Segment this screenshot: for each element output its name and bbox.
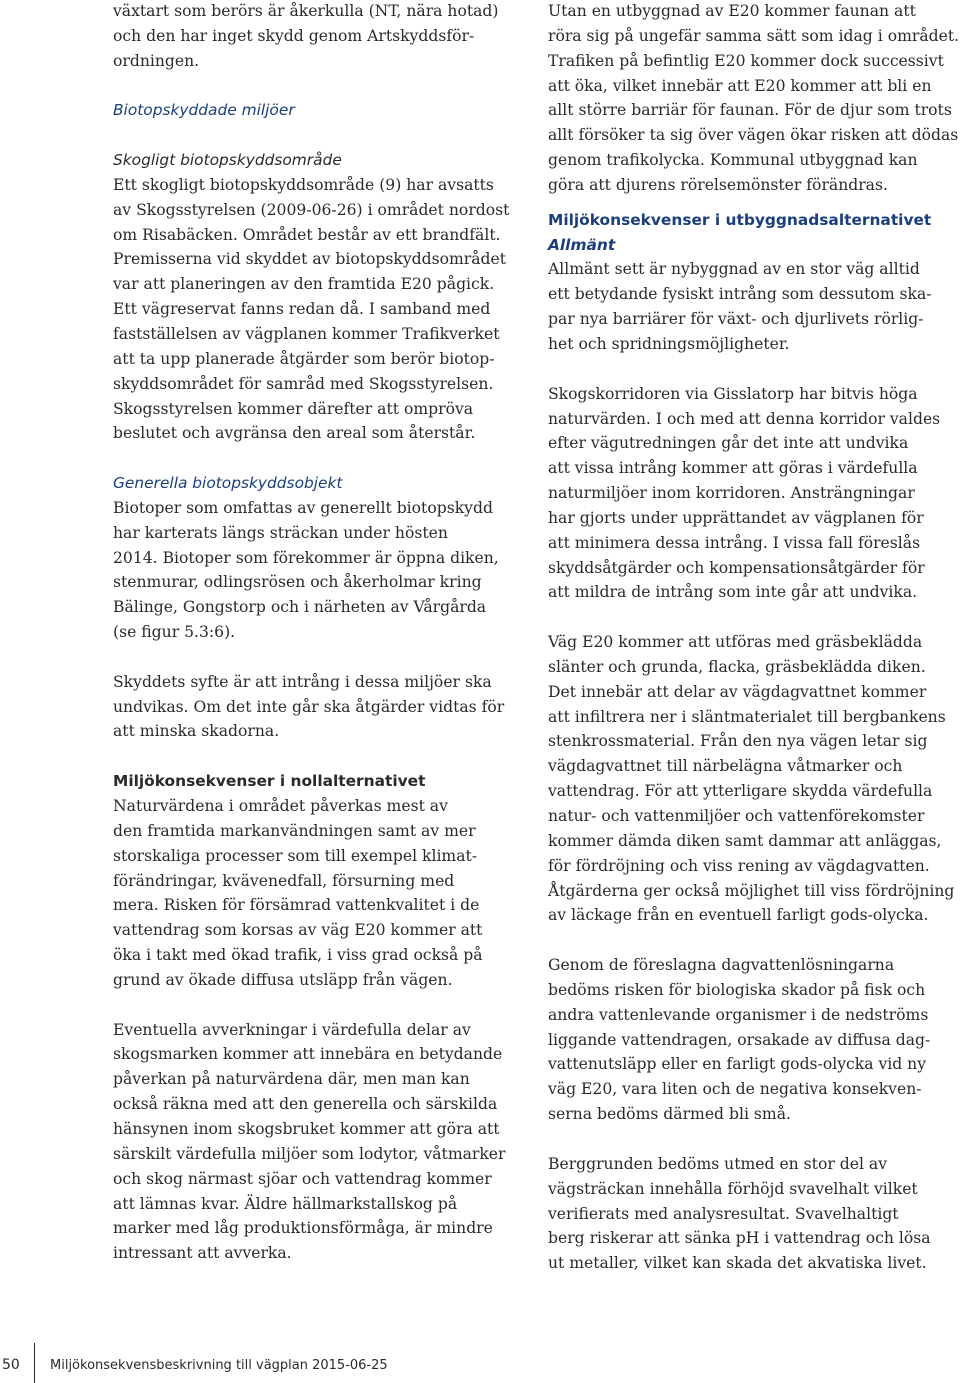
text-line: ut metaller, vilket kan skada det akvatiska livet. xyxy=(548,1254,927,1273)
text-line: och skog närmast sjöar och vattendrag kommer xyxy=(113,1169,492,1188)
text-line: intressant att avverka. xyxy=(113,1244,292,1263)
subheading-generella: Generella biotopskyddsobjekt xyxy=(113,474,343,493)
text-line: Naturvärdena i området påverkas mest av xyxy=(113,797,448,815)
generella-paragraph xyxy=(113,496,523,645)
text-line: att ta upp planerade åtgärder som berör biotop- xyxy=(113,349,495,368)
text-line: par nya barriärer för växt- och djurlivets rörlig- xyxy=(548,310,924,329)
text-line: växtart som berörs är åkerkulla (NT, nära hotad) xyxy=(113,2,499,20)
berggrund-paragraph xyxy=(548,1152,958,1276)
text-line: ett betydande fysiskt intrång som dessutom ska- xyxy=(548,285,932,304)
syfte-paragraph xyxy=(113,670,523,745)
text-line: verifierats med analysresultat. Svavelhaltigt xyxy=(548,1204,899,1223)
text-line: liggande vattendragen, orsakade av diffusa dag- xyxy=(548,1030,931,1049)
korridor-paragraph xyxy=(548,382,958,606)
text-line: öka i takt med ökad trafik, i viss grad också på xyxy=(113,946,483,965)
text-line: vattendrag som korsas av väg E20 kommer att xyxy=(113,921,483,940)
text-line: Åtgärderna ger också möjlighet till viss fördröjning xyxy=(548,881,955,900)
text-line: naturvärden. I och med att denna korridor valdes xyxy=(548,409,941,428)
heading-nollalternativet: Miljökonsekvenser i nollalternativet xyxy=(113,772,426,791)
text-line: kommer dämda diken samt dammar att anläggas, xyxy=(548,831,942,850)
text-line: skogsmarken kommer att innebära en betydande xyxy=(113,1045,503,1064)
text-line: att öka, vilket innebär att E20 kommer att bli en xyxy=(548,76,932,95)
avverkning-paragraph xyxy=(113,1018,523,1266)
text-line: stenmurar, odlingsrösen och åkerholmar kring xyxy=(113,573,482,592)
text-line: 2014. Biotoper som förekommer är öppna diken, xyxy=(113,548,499,567)
text-line: göra att djurens rörelsemönster förändras. xyxy=(548,175,888,194)
page-number: 50 xyxy=(2,1357,20,1373)
text-line: Väg E20 kommer att utföras med gräsbeklädda xyxy=(548,633,923,652)
text-line: att infiltrera ner i släntmaterialet till bergbankens xyxy=(548,707,946,726)
text-line: andra vattenlevande organismer i de nedströms xyxy=(548,1005,929,1024)
text-line: att minimera dessa intrång. I vissa fall föreslås xyxy=(548,533,921,552)
text-line: röra sig på ungefär samma sätt som idag i området. xyxy=(548,26,960,45)
text-line: att mildra de intrång som inte går att undvika. xyxy=(548,583,918,602)
text-line: (se figur 5.3:6). xyxy=(113,623,236,642)
text-line: naturmiljöer inom korridoren. Ansträngningar xyxy=(548,484,915,503)
text-line: Skogskorridoren via Gisslatorp har bitvis höga xyxy=(548,384,918,403)
text-line: väg E20, vara liten och de negativa konsekven- xyxy=(548,1080,922,1099)
text-line: Premisserna vid skyddet av biotopskyddsområdet xyxy=(113,250,507,269)
text-line: allt större barriär för faunan. För de djur som trots xyxy=(548,101,952,120)
text-line: om Risabäcken. Området består av ett brandfält. xyxy=(113,225,501,244)
text-line: Eventuella avverkningar i värdefulla delar av xyxy=(113,1020,471,1039)
page-footer xyxy=(0,1343,960,1383)
text-line: att vissa intrång kommer att göras i värdefulla xyxy=(548,459,918,478)
dagvatten-paragraph xyxy=(548,953,958,1127)
text-line: skyddsområdet för samråd med Skogsstyrelsen. xyxy=(113,374,494,393)
text-line: vattenutsläpp eller en farligt gods-olycka vid ny xyxy=(548,1055,927,1074)
heading-utbyggnad: Miljökonsekvenser i utbyggnadsalternativet xyxy=(548,210,932,229)
text-line: och den har inget skydd genom Artskyddsför- xyxy=(113,26,475,45)
allmant-paragraph xyxy=(548,257,958,356)
text-line: för fördröjning och viss rening av vägdagvatten. xyxy=(548,856,930,875)
text-line: ordningen. xyxy=(113,51,200,70)
left-column xyxy=(113,0,523,1266)
text-line: allt försöker ta sig över vägen ökar risken att dödas xyxy=(548,126,959,145)
text-line: hänsynen inom skogsbruket kommer att göra att xyxy=(113,1119,500,1138)
text-line: förändringar, kvävenedfall, försurning med xyxy=(113,871,455,890)
text-line: Utan en utbyggnad av E20 kommer faunan att xyxy=(548,2,916,20)
subheading-allmant: Allmänt xyxy=(548,235,616,254)
skogligt-paragraph xyxy=(113,173,523,446)
text-line: Berggrunden bedöms utmed en stor del av xyxy=(548,1154,888,1173)
text-line: grund av ökade diffusa utsläpp från vägen. xyxy=(113,970,453,989)
text-line: att lämnas kvar. Äldre hällmarkstallskog på xyxy=(113,1194,458,1213)
slanter-paragraph xyxy=(548,630,958,928)
text-line: att minska skadorna. xyxy=(113,722,280,741)
text-line: den framtida markanvändningen samt av mer xyxy=(113,821,476,840)
text-line: serna bedöms därmed bli små. xyxy=(548,1105,791,1124)
noll-paragraph xyxy=(113,794,523,993)
text-line: Allmänt sett är nybyggnad av en stor väg alltid xyxy=(548,260,920,279)
text-line: Det innebär att delar av vägdagvattnet kommer xyxy=(548,682,927,701)
intro-paragraph xyxy=(113,0,523,74)
text-line: vattendrag. För att ytterligare skydda värdefulla xyxy=(548,782,933,801)
text-line: Genom de föreslagna dagvattenlösningarna xyxy=(548,956,895,975)
text-line: storskaliga processer som till exempel klimat- xyxy=(113,846,478,865)
footer-title: Miljökonsekvensbeskrivning till vägplan 2015-06-25 xyxy=(50,1358,388,1373)
right-column xyxy=(548,0,958,1276)
text-line: var att planeringen av den framtida E20 pågick. xyxy=(113,275,495,294)
heading-biotopskyddade: Biotopskyddade miljöer xyxy=(113,101,295,120)
text-line: fastställelsen av vägplanen kommer Trafikverket xyxy=(113,324,500,343)
text-line: marker med låg produktionsförmåga, är mindre xyxy=(113,1219,493,1238)
text-line: av läckage från en eventuell farligt gods-olycka. xyxy=(548,906,929,925)
text-line: efter vägutredningen går det inte att undvika xyxy=(548,434,909,453)
text-line: undvikas. Om det inte går ska åtgärder vidtas för xyxy=(113,697,505,716)
text-line: slänter och grunda, flacka, gräsbeklädda diken. xyxy=(548,657,926,676)
text-line: Trafiken på befintlig E20 kommer dock successivt xyxy=(548,51,944,70)
text-line: särskilt värdefulla miljöer som lodytor, våtmarker xyxy=(113,1144,506,1163)
text-line: genom trafikolycka. Kommunal utbyggnad kan xyxy=(548,151,918,170)
text-line: bedöms risken för biologiska skador på fisk och xyxy=(548,980,926,999)
text-line: stenkrossmaterial. Från den nya vägen letar sig xyxy=(548,732,928,751)
text-line: Bälinge, Gongstorp och i närheten av Vårgårda xyxy=(113,598,487,617)
text-line: vägsträckan innehålla förhöjd svavelhalt vilket xyxy=(548,1179,918,1198)
text-line: har karterats längs sträckan under hösten xyxy=(113,523,448,542)
text-line: het och spridningsmöjligheter. xyxy=(548,334,790,353)
text-line: mera. Risken för försämrad vattenkvalitet i de xyxy=(113,896,480,915)
text-line: Skogsstyrelsen kommer därefter att ompröva xyxy=(113,399,474,418)
text-line: Biotoper som omfattas av generellt biotopskydd xyxy=(113,498,493,517)
text-line: berg riskerar att sänka pH i vattendrag och lösa xyxy=(548,1229,931,1248)
fauna-paragraph xyxy=(548,0,958,198)
text-line: natur- och vattenmiljöer och vattenförekomster xyxy=(548,807,925,825)
text-line: har gjorts under upprättandet av vägplanen för xyxy=(548,508,924,527)
text-line: skyddsåtgärder och kompensationsåtgärder för xyxy=(548,558,925,577)
text-line: Ett skogligt biotopskyddsområde (9) har avsatts xyxy=(113,175,494,194)
footer-divider xyxy=(34,1343,35,1383)
text-line: beslutet och avgränsa den areal som återstår. xyxy=(113,424,476,443)
text-line: Ett vägreservat fanns redan då. I samband med xyxy=(113,300,491,319)
text-line: påverkan på naturvärdena där, men man kan xyxy=(113,1070,470,1089)
subheading-skogligt: Skogligt biotopskyddsområde xyxy=(113,151,342,170)
text-line: av Skogsstyrelsen (2009-06-26) i området nordost xyxy=(113,200,510,219)
text-line: Skyddets syfte är att intrång i dessa miljöer ska xyxy=(113,672,492,691)
text-line: vägdagvattnet till närbelägna våtmarker och xyxy=(548,757,903,776)
text-line: också räkna med att den generella och särskilda xyxy=(113,1095,498,1114)
